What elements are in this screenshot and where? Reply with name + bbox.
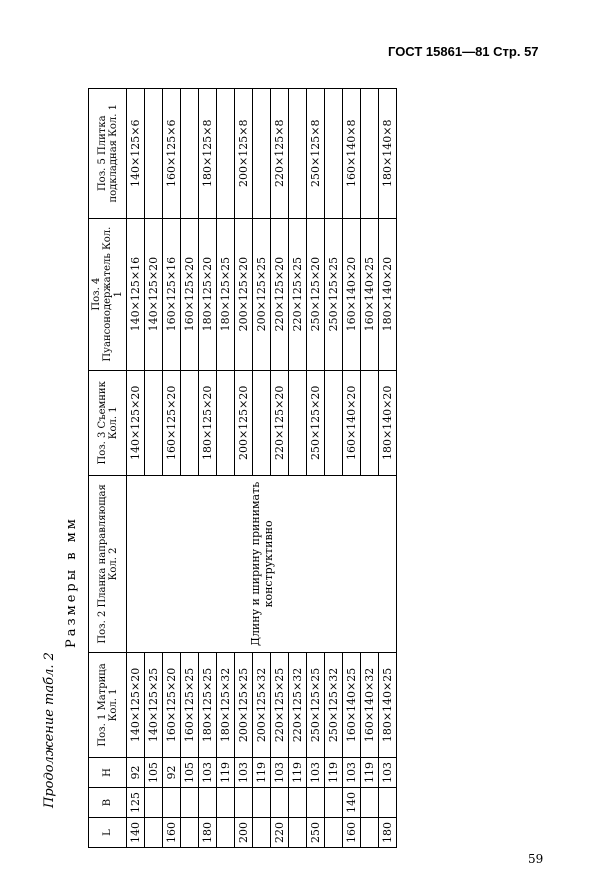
- table-cell: [145, 370, 163, 475]
- table-cell: [181, 370, 199, 475]
- table-cell: Длину и ширину принимать конструктивно: [127, 475, 397, 652]
- table-cell: [289, 788, 307, 818]
- table-cell: 180×125×25: [199, 652, 217, 757]
- table-cell: 92: [163, 758, 181, 788]
- table-cell: [253, 89, 271, 219]
- table-row: [307, 89, 325, 848]
- table-cell: [253, 818, 271, 848]
- table-cell: 180×125×20: [199, 218, 217, 370]
- table-cell: [307, 788, 325, 818]
- table-cell: 180×140×20: [379, 370, 397, 475]
- table-cell: 220×125×25: [271, 652, 289, 757]
- table-cell: 250×125×20: [307, 218, 325, 370]
- table-cell: 250×125×20: [307, 370, 325, 475]
- table-cell: 103: [271, 758, 289, 788]
- table-cell: [271, 788, 289, 818]
- table-cell: 160×125×16: [163, 218, 181, 370]
- table-cell: [289, 370, 307, 475]
- table-cell: [361, 370, 379, 475]
- table-cell: 200×125×25: [253, 218, 271, 370]
- continuation-label: Продолжение табл. 2: [42, 652, 57, 808]
- table-cell: 160×140×25: [343, 652, 361, 757]
- table-cell: [217, 788, 235, 818]
- table-cell: 140×125×20: [127, 652, 145, 757]
- col-header: L: [89, 818, 127, 848]
- col-header: Поз. 5 Плитка подкладная Кол. 1: [89, 89, 127, 219]
- table-cell: 160×140×32: [361, 652, 379, 757]
- table-cell: [181, 89, 199, 219]
- table-cell: [253, 370, 271, 475]
- table-title: Размеры в мм: [64, 516, 79, 648]
- table-row: [379, 89, 397, 848]
- table-cell: 160×125×6: [163, 89, 181, 219]
- table-cell: [145, 788, 163, 818]
- table-row: [325, 89, 343, 848]
- table-row: [181, 89, 199, 848]
- table-cell: 103: [379, 758, 397, 788]
- table-cell: 200×125×20: [235, 370, 253, 475]
- col-header: Поз. 4 Пуансонодержатель Кол. 1: [89, 218, 127, 370]
- table-row: [343, 89, 361, 848]
- table-cell: 160×125×20: [181, 218, 199, 370]
- table-row: [163, 89, 181, 848]
- table-cell: [199, 788, 217, 818]
- page-number: 59: [528, 852, 544, 866]
- table-cell: 250×125×25: [325, 218, 343, 370]
- table-cell: 119: [253, 758, 271, 788]
- table-cell: 140×125×16: [127, 218, 145, 370]
- col-header: H: [89, 758, 127, 788]
- table-cell: 220×125×25: [289, 218, 307, 370]
- table-cell: 220×125×32: [289, 652, 307, 757]
- table-cell: 140×125×6: [127, 89, 145, 219]
- table-cell: 180×125×32: [217, 652, 235, 757]
- table-cell: 180×125×20: [199, 370, 217, 475]
- table-cell: 160: [343, 818, 361, 848]
- table-cell: 160×140×20: [343, 370, 361, 475]
- col-header: Поз. 1 Матрица Кол. 1: [89, 652, 127, 757]
- table-cell: 105: [145, 758, 163, 788]
- table-cell: [325, 89, 343, 219]
- table-row: [217, 89, 235, 848]
- table-cell: 105: [181, 758, 199, 788]
- table-cell: 103: [307, 758, 325, 788]
- table-cell: 160×140×8: [343, 89, 361, 219]
- table-cell: 140×125×25: [145, 652, 163, 757]
- table-cell: 160×140×20: [343, 218, 361, 370]
- table-row: [253, 89, 271, 848]
- table-cell: [379, 788, 397, 818]
- table-cell: 140×125×20: [145, 218, 163, 370]
- table-row: [145, 89, 163, 848]
- table-cell: [181, 788, 199, 818]
- table-cell: [361, 788, 379, 818]
- col-header: Поз. 2 Планка направляющая Кол. 2: [89, 475, 127, 652]
- table-cell: 220×125×20: [271, 218, 289, 370]
- table-cell: [217, 818, 235, 848]
- table-cell: 103: [343, 758, 361, 788]
- table-row: [235, 89, 253, 848]
- table-cell: 180×140×25: [379, 652, 397, 757]
- table-cell: 92: [127, 758, 145, 788]
- table-cell: 160×140×25: [361, 218, 379, 370]
- table-cell: 250×125×25: [307, 652, 325, 757]
- table-cell: 125: [127, 788, 145, 818]
- dimensions-table: [88, 88, 397, 848]
- table-row: [289, 89, 307, 848]
- table-cell: 160×125×25: [181, 652, 199, 757]
- table-cell: 200×125×20: [235, 218, 253, 370]
- table-cell: 200: [235, 818, 253, 848]
- table-cell: 140×125×20: [127, 370, 145, 475]
- table-cell: [361, 89, 379, 219]
- table-cell: 180×125×8: [199, 89, 217, 219]
- col-header: Поз. 3 Съемник Кол. 1: [89, 370, 127, 475]
- table-cell: [163, 788, 181, 818]
- table-row: [199, 89, 217, 848]
- table-cell: 140: [343, 788, 361, 818]
- table-cell: [145, 89, 163, 219]
- table-row: [127, 89, 145, 848]
- table-cell: [325, 788, 343, 818]
- table-cell: [289, 89, 307, 219]
- table-cell: 220: [271, 818, 289, 848]
- table-cell: 160×125×20: [163, 370, 181, 475]
- table-cell: [289, 818, 307, 848]
- table-cell: 250×125×32: [325, 652, 343, 757]
- table-cell: [253, 788, 271, 818]
- table-cell: 200×125×32: [253, 652, 271, 757]
- col-header: B: [89, 788, 127, 818]
- table-cell: 160×125×20: [163, 652, 181, 757]
- table-cell: 180×140×8: [379, 89, 397, 219]
- table-row: [271, 89, 289, 848]
- table-cell: 103: [235, 758, 253, 788]
- table-cell: 140: [127, 818, 145, 848]
- table-cell: 119: [325, 758, 343, 788]
- table-cell: 119: [217, 758, 235, 788]
- table-cell: 180×125×25: [217, 218, 235, 370]
- table-cell: 103: [199, 758, 217, 788]
- table-row: [361, 89, 379, 848]
- table-cell: 180: [379, 818, 397, 848]
- table-cell: [145, 818, 163, 848]
- table-cell: 250: [307, 818, 325, 848]
- table-cell: 160: [163, 818, 181, 848]
- table-cell: 119: [361, 758, 379, 788]
- rotated-table-area: [40, 88, 545, 848]
- table-cell: 220×125×8: [271, 89, 289, 219]
- page-header: ГОСТ 15861—81 Стр. 57: [388, 44, 539, 59]
- table-cell: 200×125×25: [235, 652, 253, 757]
- table-cell: [325, 818, 343, 848]
- table-cell: 180: [199, 818, 217, 848]
- table-cell: [361, 818, 379, 848]
- table-cell: 250×125×8: [307, 89, 325, 219]
- table-cell: [217, 89, 235, 219]
- table-cell: 180×140×20: [379, 218, 397, 370]
- table-cell: 220×125×20: [271, 370, 289, 475]
- table-cell: [181, 818, 199, 848]
- table-cell: [235, 788, 253, 818]
- table-cell: 119: [289, 758, 307, 788]
- table-cell: 200×125×8: [235, 89, 253, 219]
- table-cell: [325, 370, 343, 475]
- table-cell: [217, 370, 235, 475]
